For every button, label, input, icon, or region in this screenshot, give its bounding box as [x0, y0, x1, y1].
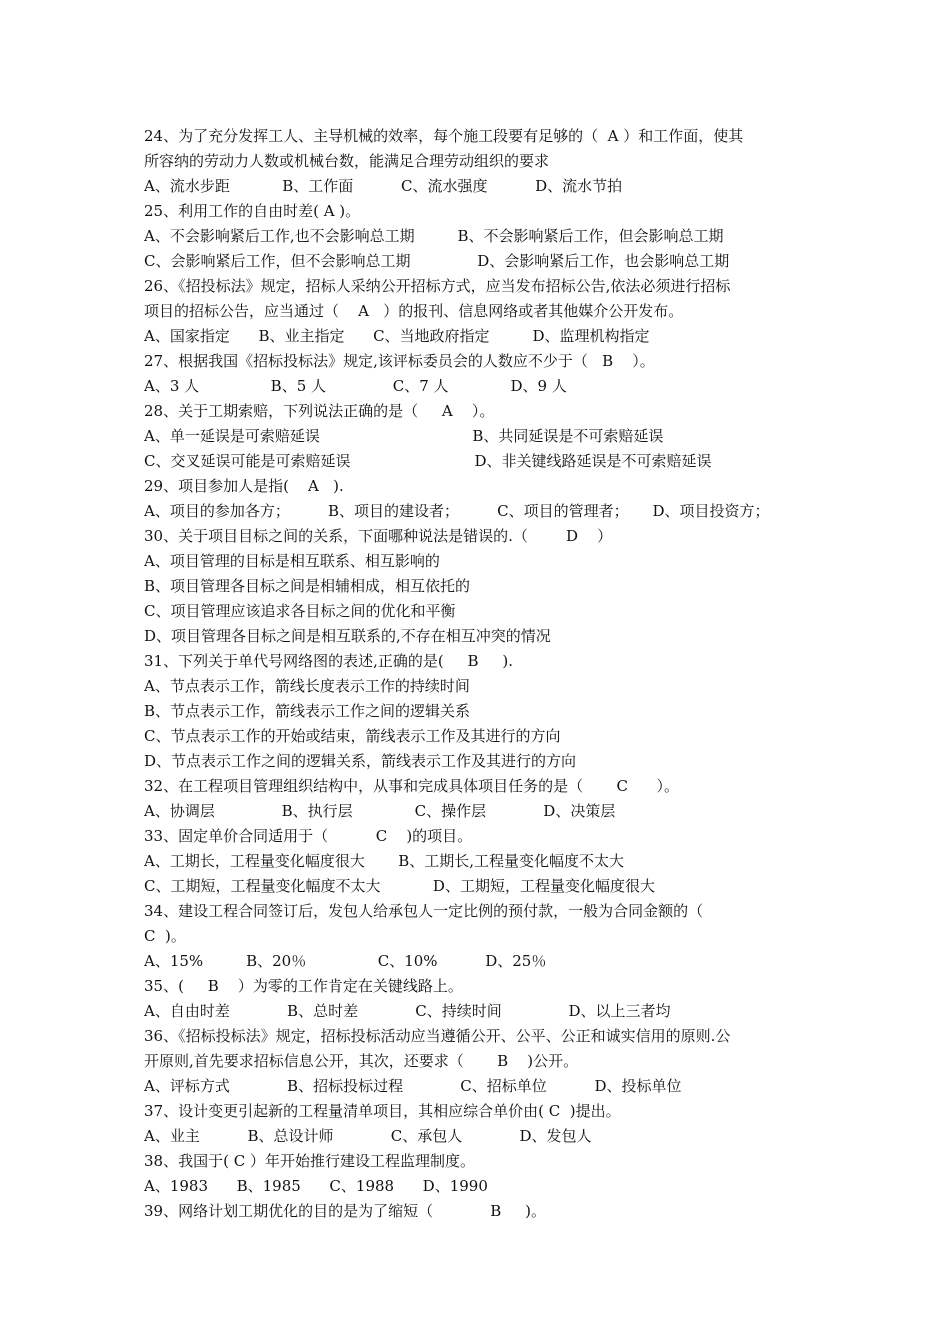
- text-line: C、会影响紧后工作，但不会影响总工期 D、会影响紧后工作，也会影响总工期: [144, 252, 730, 270]
- text-line: 所容纳的劳动力人数或机械台数，能满足合理劳动组织的要求: [144, 152, 550, 170]
- text-line: 项目的招标公告，应当通过（ A ）的报刊、信息网络或者其他媒介公开发布。: [144, 302, 684, 320]
- text-line: A、评标方式 B、招标投标过程 C、招标单位 D、投标单位: [144, 1077, 682, 1095]
- text-line: 26、《招投标法》规定，招标人采纳公开招标方式，应当发布招标公告,依法必须进行招标: [144, 277, 731, 295]
- text-line: 29、项目参加人是指( A ).: [144, 477, 344, 495]
- text-line: A、节点表示工作，箭线长度表示工作的持续时间: [144, 677, 470, 695]
- text-line: A、1983 B、1985 C、1988 D、1990: [144, 1177, 488, 1195]
- text-line: B、项目管理各目标之间是相辅相成，相互依托的: [144, 577, 471, 595]
- text-line: C、交叉延误可能是可索赔延误 D、非关键线路延误是不可索赔延误: [144, 452, 712, 470]
- text-line: 25、利用工作的自由时差( A )。: [144, 202, 361, 220]
- text-line: 39、网络计划工期优化的目的是为了缩短（ B )。: [144, 1202, 547, 1220]
- text-line: 38、我国于( C ）年开始推行建设工程监理制度。: [144, 1152, 475, 1170]
- text-line: 开原则,首先要求招标信息公开，其次，还要求（ B )公开。: [144, 1052, 579, 1070]
- text-line: B、节点表示工作，箭线表示工作之间的逻辑关系: [144, 702, 471, 720]
- text-line: 32、在工程项目管理组织结构中，从事和完成具体项目任务的是（ C ）。: [144, 777, 680, 795]
- text-line: A、项目管理的目标是相互联系、相互影响的: [144, 552, 440, 570]
- text-line: 36、《招标投标法》规定，招标投标活动应当遵循公开、公平、公正和诚实信用的原则.公: [144, 1027, 731, 1045]
- text-line: A、工期长，工程量变化幅度很大 B、工期长,工程量变化幅度不太大: [144, 852, 625, 870]
- text-line: A、3 人 B、5 人 C、7 人 D、9 人: [144, 377, 567, 395]
- text-line: 31、下列关于单代号网络图的表述,正确的是( B ).: [144, 652, 514, 670]
- text-line: 33、固定单价合同适用于（ C )的项目。: [144, 827, 473, 845]
- text-line: A、协调层 B、执行层 C、操作层 D、决策层: [144, 802, 616, 820]
- text-line: C )。: [144, 927, 186, 945]
- question-list: [144, 124, 812, 1224]
- text-line: A、单一延误是可索赔延误 B、共同延误是不可索赔延误: [144, 427, 664, 445]
- text-line: 28、关于工期索赔，下列说法正确的是（ A ）。: [144, 402, 495, 420]
- text-line: A、项目的参加各方； B、项目的建设者； C、项目的管理者； D、项目投资方；: [144, 502, 770, 520]
- text-line: A、自由时差 B、总时差 C、持续时间 D、以上三者均: [144, 1002, 671, 1020]
- text-line: 30、关于项目目标之间的关系，下面哪种说法是错误的.（ D ）: [144, 527, 613, 545]
- text-line: 24、为了充分发挥工人、主导机械的效率，每个施工段要有足够的（ A ）和工作面，使其: [144, 127, 744, 145]
- text-line: 27、根据我国《招标投标法》规定,该评标委员会的人数应不少于（ B ）。: [144, 352, 655, 370]
- text-line: 35、( B ）为零的工作肯定在关键线路上。: [144, 977, 463, 995]
- text-line: C、项目管理应该追求各目标之间的优化和平衡: [144, 602, 456, 620]
- text-line: A、15% B、20％ C、10% D、25％: [144, 952, 547, 970]
- text-line: D、项目管理各目标之间是相互联系的,不存在相互冲突的情况: [144, 627, 551, 645]
- text-line: A、业主 B、总设计师 C、承包人 D、发包人: [144, 1127, 592, 1145]
- text-line: A、流水步距 B、工作面 C、流水强度 D、流水节拍: [144, 177, 623, 195]
- text-line: A、不会影响紧后工作,也不会影响总工期 B、不会影响紧后工作，但会影响总工期: [144, 227, 724, 245]
- text-line: 34、建设工程合同签订后，发包人给承包人一定比例的预付款，一般为合同金额的（: [144, 902, 704, 920]
- text-line: C、节点表示工作的开始或结束，箭线表示工作及其进行的方向: [144, 727, 561, 745]
- text-line: D、节点表示工作之间的逻辑关系，箭线表示工作及其进行的方向: [144, 752, 577, 770]
- text-line: A、国家指定 B、业主指定 C、当地政府指定 D、监理机构指定: [144, 327, 650, 345]
- text-line: 37、设计变更引起新的工程量清单项目，其相应综合单价由( C )提出。: [144, 1102, 621, 1120]
- text-line: C、工期短，工程量变化幅度不太大 D、工期短，工程量变化幅度很大: [144, 877, 655, 895]
